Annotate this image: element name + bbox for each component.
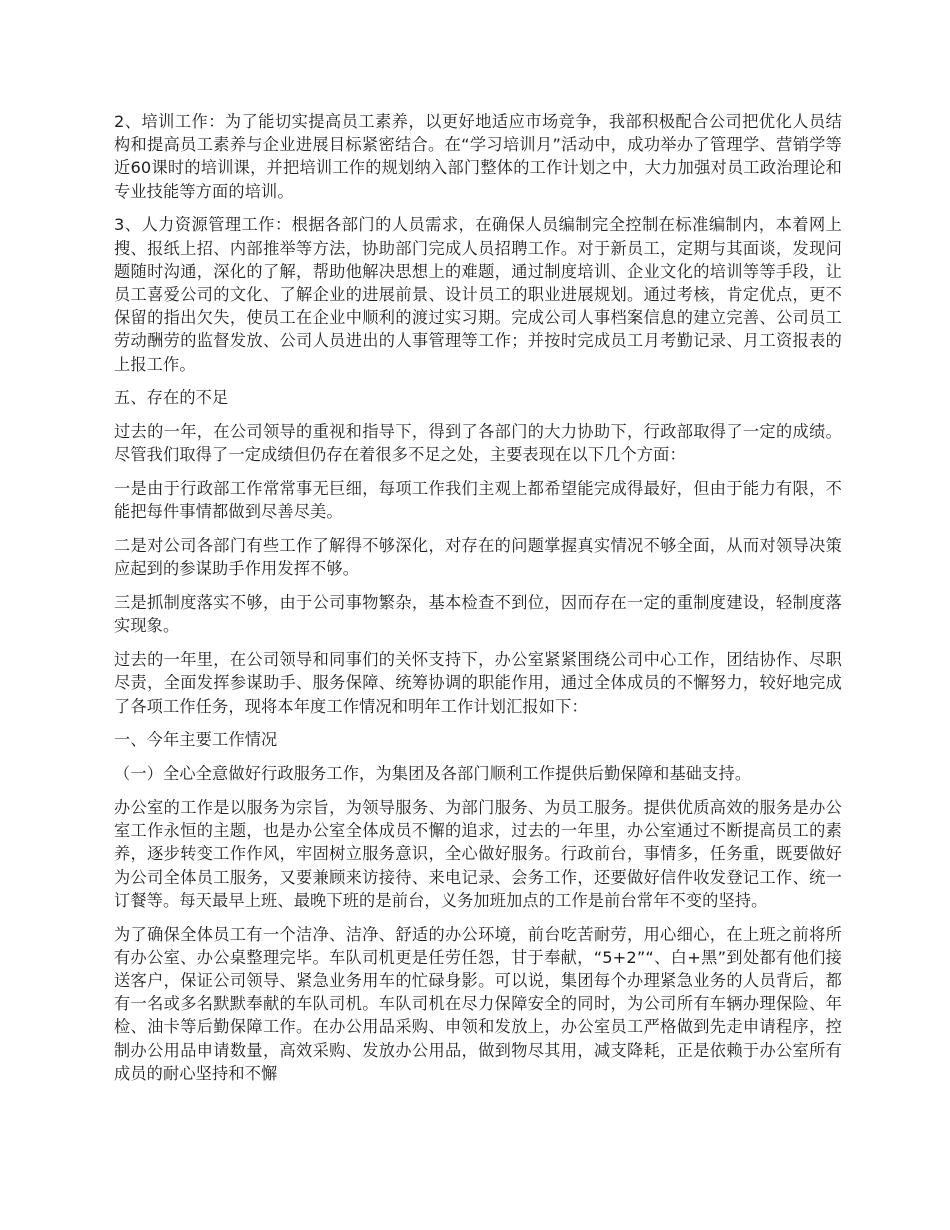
paragraph-office-environment: 为了确保全体员工有一个洁净、洁净、舒适的办公环境，前台吃苦耐劳，用心细心，在上班之前将所有办公室、办公桌整理完毕。车队司机更是任劳任怨，甘于奉献，“5+2”“、白+黑”到处都有他们接送客户，保证公司领导、紧急业务用车的忙碌身影。可以说，集团每个办理紧急业务的人员背后，都有一名或多名默默奉献的车队司机。车队司机在尽力保障安全的同时，为公司所有车辆办理保险、年检、油卡等后勤保障工作。在办公用品采购、申领和发放上，办公室员工严格做到先走申请程序，控制办公用品申请数量，高效采购、发放办公用品，做到物尽其用，减支降耗，正是依赖于办公室所有成员的耐心坚持和不懈: [114, 924, 842, 1083]
paragraph-shortcoming-two: 二是对公司各部门有些工作了解得不够深化，对存在的问题掌握真实情况不够全面，从而对领导决策应起到的参谋助手作用发挥不够。: [114, 536, 842, 579]
paragraph-shortcoming-three: 三是抓制度落实不够，由于公司事物繁杂，基本检查不到位，因而存在一定的重制度建设，轻制度落实现象。: [114, 593, 842, 636]
paragraph-training-work: 2、培训工作：为了能切实提高员工素养，以更好地适应市场竞争，我部积极配合公司把优化人员结构和提高员工素养与企业进展目标紧密结合。在“学习培训月”活动中，成功举办了管理学、营销学等近60课时的培训课，并把培训工作的规划纳入部门整体的工作计划之中，大力加强对员工政治理论和专业技能等方面的培训。: [114, 112, 842, 201]
paragraph-shortcoming-one: 一是由于行政部工作常常事无巨细，每项工作我们主观上都希望能完成得最好，但由于能力有限，不能把每件事情都做到尽善尽美。: [114, 479, 842, 522]
document-page: [114, 110, 842, 1096]
section-heading-main-work: 一、今年主要工作情况: [114, 730, 278, 750]
subsection-heading-admin-service: （一）全心全意做好行政服务工作，为集团及各部门顺利工作提供后勤保障和基础支持。: [114, 764, 752, 784]
paragraph-shortcomings-intro: 过去的一年，在公司领导的重视和指导下，得到了各部门的大力协助下，行政部取得了一定的成绩。尽管我们取得了一定成绩但仍存在着很多不足之处，主要表现在以下几个方面：: [114, 422, 842, 465]
paragraph-office-service: 办公室的工作是以服务为宗旨，为领导服务、为部门服务、为员工服务。提供优质高效的服务是办公室工作永恒的主题，也是办公室全体成员不懈的追求，过去的一年里，办公室通过不断提高员工的素养，逐步转变工作作风，牢固树立服务意识，全心做好服务。行政前台，事情多，任务重，既要做好为公司全体员工服务，又要兼顾来访接待、来电记录、会务工作，还要做好信件收发登记工作、统一订餐等。每天最早上班、最晚下班的是前台，义务加班加点的工作是前台常年不变的坚持。: [114, 798, 842, 910]
section-heading-shortcomings: 五、存在的不足: [114, 388, 229, 408]
paragraph-office-report-intro: 过去的一年里，在公司领导和同事们的关怀支持下，办公室紧紧围绕公司中心工作，团结协作、尽职尽责，全面发挥参谋助手、服务保障、统筹协调的职能作用，通过全体成员的不懈努力，较好地完成了各项工作任务，现将本年度工作情况和明年工作计划汇报如下：: [114, 650, 842, 716]
paragraph-hr-management: 3、人力资源管理工作：根据各部门的人员需求，在确保人员编制完全控制在标准编制内，本着网上搜、报纸上招、内部推举等方法，协助部门完成人员招聘工作。对于新员工，定期与其面谈，发现问题随时沟通，深化的了解，帮助他解决思想上的难题，通过制度培训、企业文化的培训等等手段，让员工喜爱公司的文化、了解企业的进展前景、设计员工的职业进展规划。通过考核，肯定优点，更不保留的指出欠失，使员工在企业中顺利的渡过实习期。完成公司人事档案信息的建立完善、公司员工劳动酬劳的监督发放、公司人员进出的人事管理等工作；并按时完成员工月考勤记录、月工资报表的上报工作。: [114, 215, 842, 374]
